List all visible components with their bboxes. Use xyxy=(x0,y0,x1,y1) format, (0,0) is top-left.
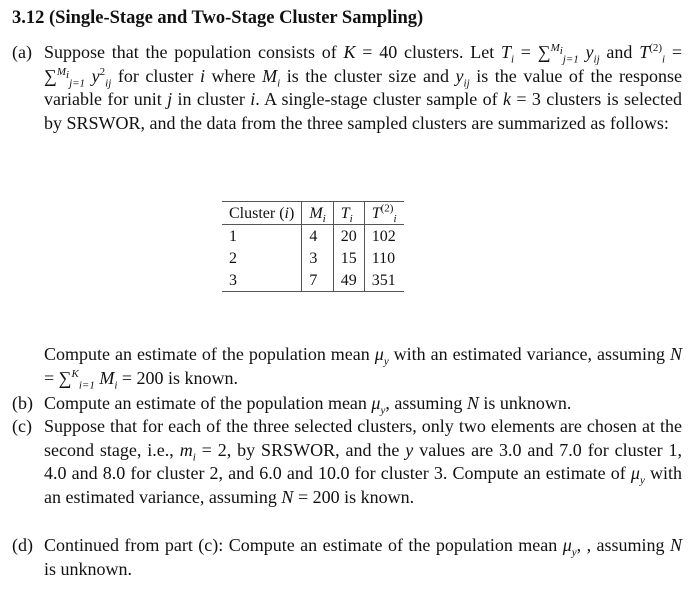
table-cell: 102 xyxy=(371,228,396,245)
part-b-text: Compute an estimate of the population mean $\mu_y$, assuming N is unknown. xyxy=(44,393,572,417)
table-cell: 1 xyxy=(222,225,302,248)
part-a-label: (a) xyxy=(12,42,32,62)
part-d-text: Continued from part (c): Compute an estimate of the population mean $\mu_y$, , assuming N is unknown. xyxy=(44,535,683,579)
table-cell: 3 xyxy=(302,247,333,269)
part-b xyxy=(12,392,682,416)
part-a-text: Suppose that the population consists of K = 40 clusters. Let $T_i = \sum^{M_i}_{j=1}$ $y_{ij}$ and $T^{(2)}_i = \sum^{M_i}_{j=1}$ $y^2_{ij}$ for cluster i where $M_i$ is the cluster size and $y_{ij}$ is the value of the response variable for unit j in cluster i. A single-stage cluster sample of k = 3 clusters is selected by SRSWOR, and the data from the three sampled clusters are summarized as follows: xyxy=(44,42,683,133)
part-a xyxy=(12,41,682,135)
table-cell: 351 xyxy=(364,269,403,292)
part-a-followup-text: Compute an estimate of the population mean $\mu_y$ with an estimated variance, assuming N = ∑$^K_{i=1}$ $M_i = 200$ is known. xyxy=(44,344,683,392)
part-a-followup xyxy=(12,343,682,390)
table-row xyxy=(222,247,404,269)
table-header-row xyxy=(222,202,404,225)
part-c-label: (c) xyxy=(12,416,32,436)
part-b-label: (b) xyxy=(12,393,33,413)
col-header-cluster: Cluster (i) xyxy=(222,202,302,225)
part-c-text: Suppose that for each of the three selected clusters, only two elements are chosen at the second stage, i.e., $m_i = 2$, by SRSWOR, and the y values are 3.0 and 7.0 for cluster 1, 4.0 and 8.0 for cluster 2, and 6.0 and 10.0 for cluster 3. Compute an estimate of $\mu_y$ with an estimated variance, assuming N = 200 is known. xyxy=(44,416,682,507)
part-c xyxy=(12,415,682,509)
table-cell: 20 xyxy=(333,225,364,248)
table-cell: 7 xyxy=(302,269,333,292)
part-d xyxy=(12,534,682,581)
table-row xyxy=(222,225,404,248)
part-d-label: (d) xyxy=(12,535,33,555)
table-row xyxy=(222,269,404,292)
col-header-t: $T_i$ xyxy=(333,202,364,225)
table-cell: 3 xyxy=(222,269,302,292)
table-cell: 2 xyxy=(222,247,302,269)
problem-title: 3.12 (Single-Stage and Two-Stage Cluster Sampling) xyxy=(12,8,424,28)
col-header-t2: $T^{(2)}_i$ xyxy=(364,202,403,225)
table-cell: 4 xyxy=(302,225,333,248)
col-header-m: $M_i$ xyxy=(302,202,333,225)
table-cell: 110 xyxy=(371,250,396,267)
table-cell: 49 xyxy=(333,269,364,292)
table-cell: 15 xyxy=(333,247,364,269)
cluster-data-table xyxy=(222,201,404,292)
